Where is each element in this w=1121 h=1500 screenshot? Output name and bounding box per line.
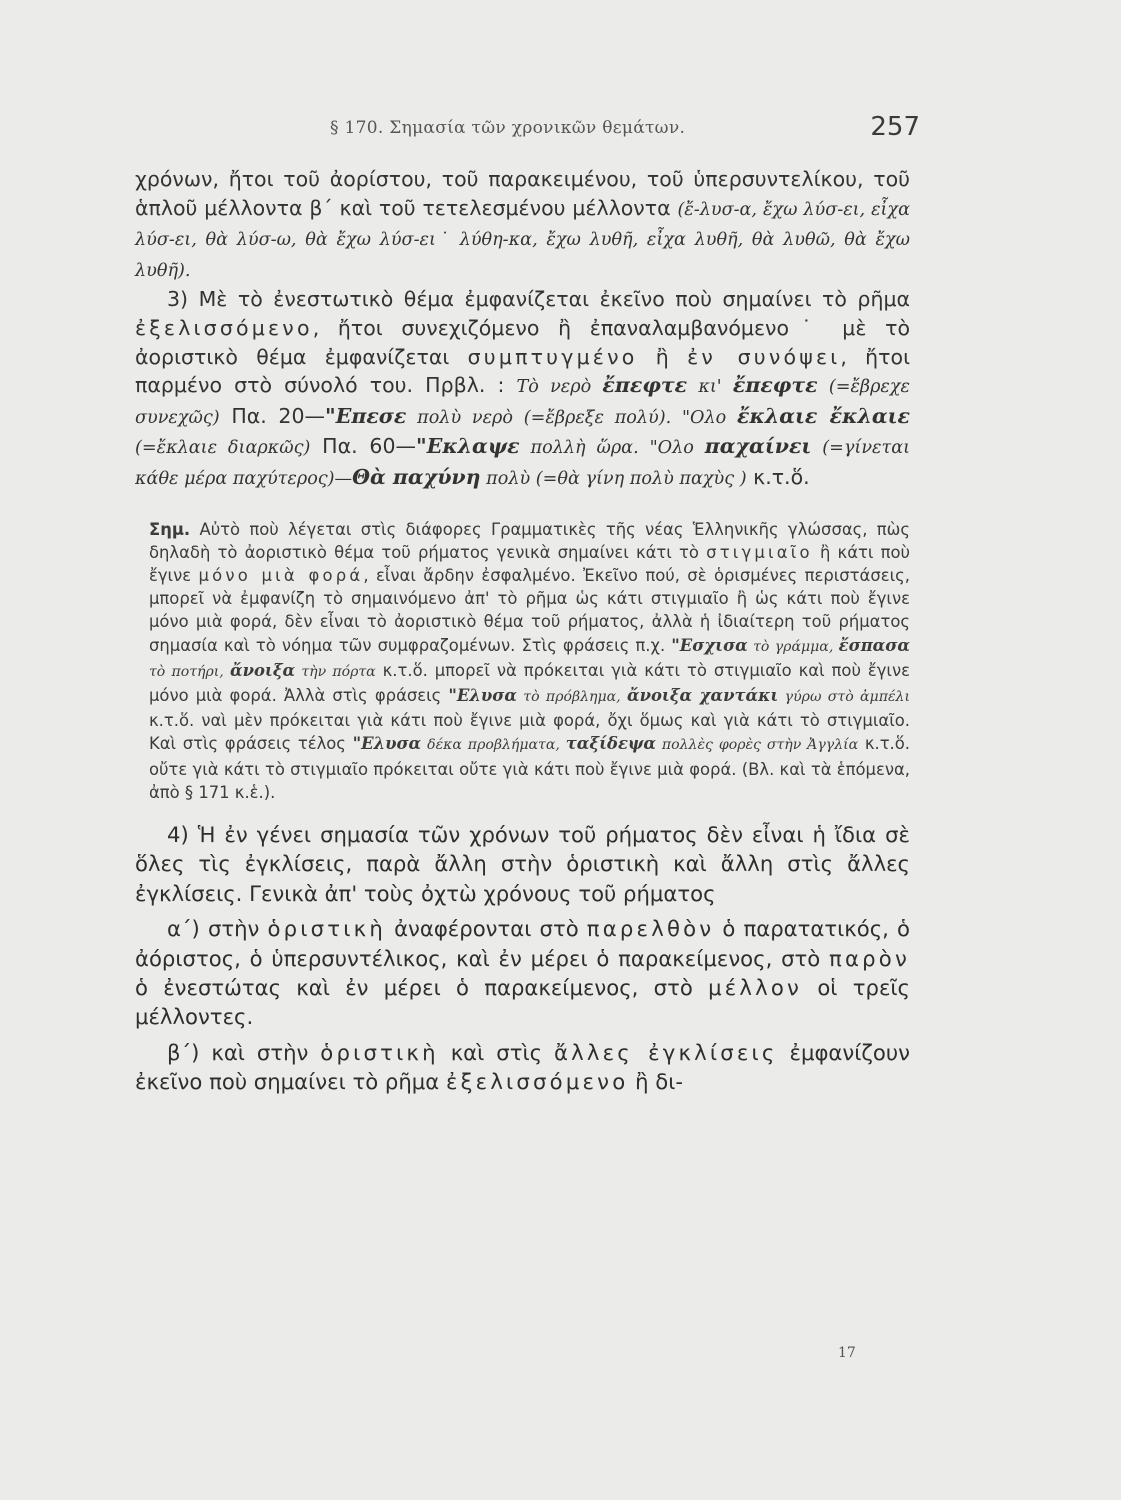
text-run: κ.τ.ὅ. μπορεῖ νὰ πρόκειται γιὰ κάτι τὸ στιγμιαῖο καὶ ποὺ ἔγινε μόνο μιὰ φορά. Ἀλλὰ στὶς φράσεις <box>149 660 910 705</box>
text-run: οἱ τρεῖς μέλλοντες. <box>135 975 910 1030</box>
spaced-term: μόνο μιὰ φορά <box>198 565 364 585</box>
example-verb: ἔπεφτε <box>732 373 818 398</box>
example-verb: ἄνοιξα χαντάκι <box>626 685 779 705</box>
page-number: 257 <box>870 112 920 142</box>
text-run: ἐμφανίζουν ἐκεῖνο ποὺ σημαίνει τὸ ρῆμα <box>135 1039 910 1095</box>
example-text: Τὸ νερὸ <box>516 377 603 398</box>
example-verb: ἔκλαιε ἔκλαιε <box>737 403 910 428</box>
text-run: , εἶναι ἄρδην ἐσφαλμένο. Ἐκεῖνο πού, σὲ ὁρισμένες περιστάσεις, μπορεῖ νὰ ἐμφανίζη τὸ σημαινόμενο ἀπ' τὸ ρῆμα ὡς κάτι στιγμιαῖο ἢ ὡς κάτι ποὺ ἔγινε μόνο μιὰ φορά, δὲν εἶναι τὸ ἀοριστικὸ θέμα τοῦ ρήματος, ἀλλὰ ἡ ἰδιαίτερη τοῦ ρήματος σημασία καὶ τὸ νόημα τῶν συμφραζομένων. Στὶς φράσεις π.χ. <box>149 565 910 655</box>
signature-mark: 17 <box>838 1345 856 1361</box>
paragraph-4a <box>135 914 910 1032</box>
example-text: δέκα προβλήματα, <box>421 737 566 754</box>
example-text: πολὺ (=θὰ γίνη πολὺ παχὺς ) <box>480 468 747 489</box>
text-run: χρόνων, ἤτοι τοῦ ἀορίστου, τοῦ παρακειμένου, τοῦ ὑπερσυντελίκου, τοῦ ἁπλοῦ μέλλοντα β΄ καὶ τοῦ τετελεσμένου μέλλοντα <box>135 167 910 220</box>
example-verb: "Επεσε <box>325 403 407 428</box>
text-run: , ἤτοι παρμένο στὸ σύνολό του. Πρβλ. : <box>135 344 911 398</box>
spaced-term: συμπτυγμένο <box>467 344 638 369</box>
text-run: β΄) καὶ στὴν <box>167 1039 321 1065</box>
text-run: α΄) στὴν <box>167 916 268 942</box>
example-text: τὴν πόρτα <box>295 663 376 680</box>
text-run: 3) Μὲ τὸ ἐνεστωτικὸ θέμα ἐμφανίζεται ἐκεῖνο ποὺ σημαίνει τὸ ρῆμα <box>167 287 910 312</box>
spaced-term: ἐξελισσόμενο <box>135 315 313 340</box>
text-run: κ.τ.ὅ. <box>746 464 810 489</box>
text-run: ἢ κάτι ποὺ ἔγινε <box>149 542 910 585</box>
text-run: ὁ παρατατικός, ὁ ἀόριστος, ὁ ὑπερσυντέλικος, καὶ ἐν μέρει ὁ παρακείμενος, στὸ <box>135 916 910 971</box>
example-text: κι' <box>687 377 733 398</box>
example-verb: "Ελυσα <box>448 685 517 705</box>
running-head <box>140 112 920 152</box>
example-text: τὸ πρόβλημα, <box>516 688 627 705</box>
paragraph-4b <box>135 1038 910 1097</box>
reference: Πα. 20— <box>219 403 326 428</box>
example-text: πολλὴ ὥρα. "Ολο <box>519 438 705 459</box>
example-verb: "Ελυσα <box>352 734 422 754</box>
reference: Πα. 60— <box>310 434 417 459</box>
note-paragraph <box>135 518 910 804</box>
text-run: ἢ <box>637 344 688 369</box>
text-run: ἢ δι- <box>628 1069 684 1095</box>
example-verb: Θὰ παχύνη <box>352 464 481 489</box>
example-verb: ἔσπασα <box>838 635 910 655</box>
verb-forms: (ἔ-λυσ-α, ἔχω λύσ-ει, εἶχα λύσ-ει, θὰ λύσ-ω, θὰ ἔχω λύσ-ει˙ λύθη-κα, ἔχω λυθῆ, εἶχα λυθῆ, θὰ λυθῶ, θὰ ἔχω λυθῆ). <box>135 199 910 281</box>
example-text: πολὺ νερὸ (=ἔβρεξε πολύ). "Ολο <box>406 407 737 428</box>
spaced-term: παρελθὸν <box>586 916 715 942</box>
paragraph-continuation <box>135 165 910 285</box>
spaced-term: ἐν συνόψει <box>687 344 841 369</box>
paragraph-4: 4) Ἡ ἐν γένει σημασία τῶν χρόνων τοῦ ρήματος δὲν εἶναι ἡ ἴδια σὲ ὅλες τὶς ἐγκλίσεις, παρὰ ἄλλη στὴν ὁριστικὴ καὶ ἄλλη στὶς ἄλλες ἐγκλίσεις. Γενικὰ ἀπ' τοὺς ὀχτὼ χρόνους τοῦ ρήματος <box>135 821 910 906</box>
spaced-term: ὁριστικὴ <box>320 1039 439 1065</box>
example-text: (=γίνεται κάθε μέρα παχύτερος)— <box>135 438 911 489</box>
example-verb: ἄνοιξα <box>229 660 296 680</box>
example-text: (=ἔβρεχε συνεχῶς) <box>135 377 911 428</box>
paragraph-3 <box>135 285 910 493</box>
example-text: τὸ γράμμα, <box>747 638 839 655</box>
spaced-term: παρὸν <box>829 945 910 971</box>
spaced-term: ἐξελισσόμενο <box>446 1069 629 1095</box>
example-text: γύρω στὸ ἀμπέλι <box>778 688 910 705</box>
text-run: κ.τ.ὅ. οὔτε γιὰ κάτι τὸ στιγμιαῖο πρόκειται οὔτε γιὰ κάτι ποὺ ἔγινε μιὰ φορά. (Βλ. καὶ τὰ ἑπόμενα, ἀπὸ § 171 κ.ἑ.). <box>149 734 911 802</box>
example-verb: παχαίνει <box>704 434 812 459</box>
text-run: καὶ στὶς <box>438 1039 555 1065</box>
running-title: § 170. Σημασία τῶν χρονικῶν θεμάτων. <box>330 118 686 138</box>
spaced-term: μέλλον <box>708 975 803 1000</box>
example-verb: "Εκλαψε <box>416 434 520 459</box>
spaced-term: στιγμιαῖο <box>706 542 813 562</box>
text-run: Αὐτὸ ποὺ λέγεται στὶς διάφορες Γραμματικὲς τῆς νέας Ἑλληνικῆς γλώσσας, πὼς δηλαδὴ τὸ ἀοριστικὸ θέμα τοῦ ρήματος γενικὰ σημαίνει κάτι τὸ <box>149 519 910 562</box>
spaced-term: ὁριστικὴ <box>267 916 386 942</box>
example-text: (=ἔκλαιε διαρκῶς) <box>135 438 311 459</box>
example-verb: "Εσχισα <box>671 635 748 655</box>
body-text <box>135 165 910 1097</box>
text-run: κ.τ.ὅ. ναὶ μὲν πρόκειται γιὰ κάτι ποὺ ἔγινε μιὰ φορά, ὄχι ὅμως καὶ γιὰ κάτι τὸ στιγμιαῖο. Καὶ στὶς φράσεις τέλος <box>149 711 910 754</box>
example-text: πολλὲς φορὲς στὴν Ἀγγλία <box>655 737 859 754</box>
text-run: , ἤτοι συνεχιζόμενο ἢ ἐπαναλαμβανόμενο˙ μὲ τὸ ἀοριστικὸ θέμα ἐμφανίζεται <box>135 315 910 369</box>
example-verb: ἔπεφτε <box>602 373 688 398</box>
example-verb: ταξίδεψα <box>565 734 656 754</box>
text-run: ἀναφέρονται στὸ <box>385 916 587 942</box>
example-text: τὸ ποτήρι, <box>149 663 230 680</box>
text-run: ὁ ἐνεστώτας καὶ ἐν μέρει ὁ παρακείμενος, στὸ <box>135 975 709 1000</box>
note-label: Σημ. <box>149 519 191 539</box>
spaced-term: ἄλλες ἐγκλίσεις <box>554 1039 778 1065</box>
